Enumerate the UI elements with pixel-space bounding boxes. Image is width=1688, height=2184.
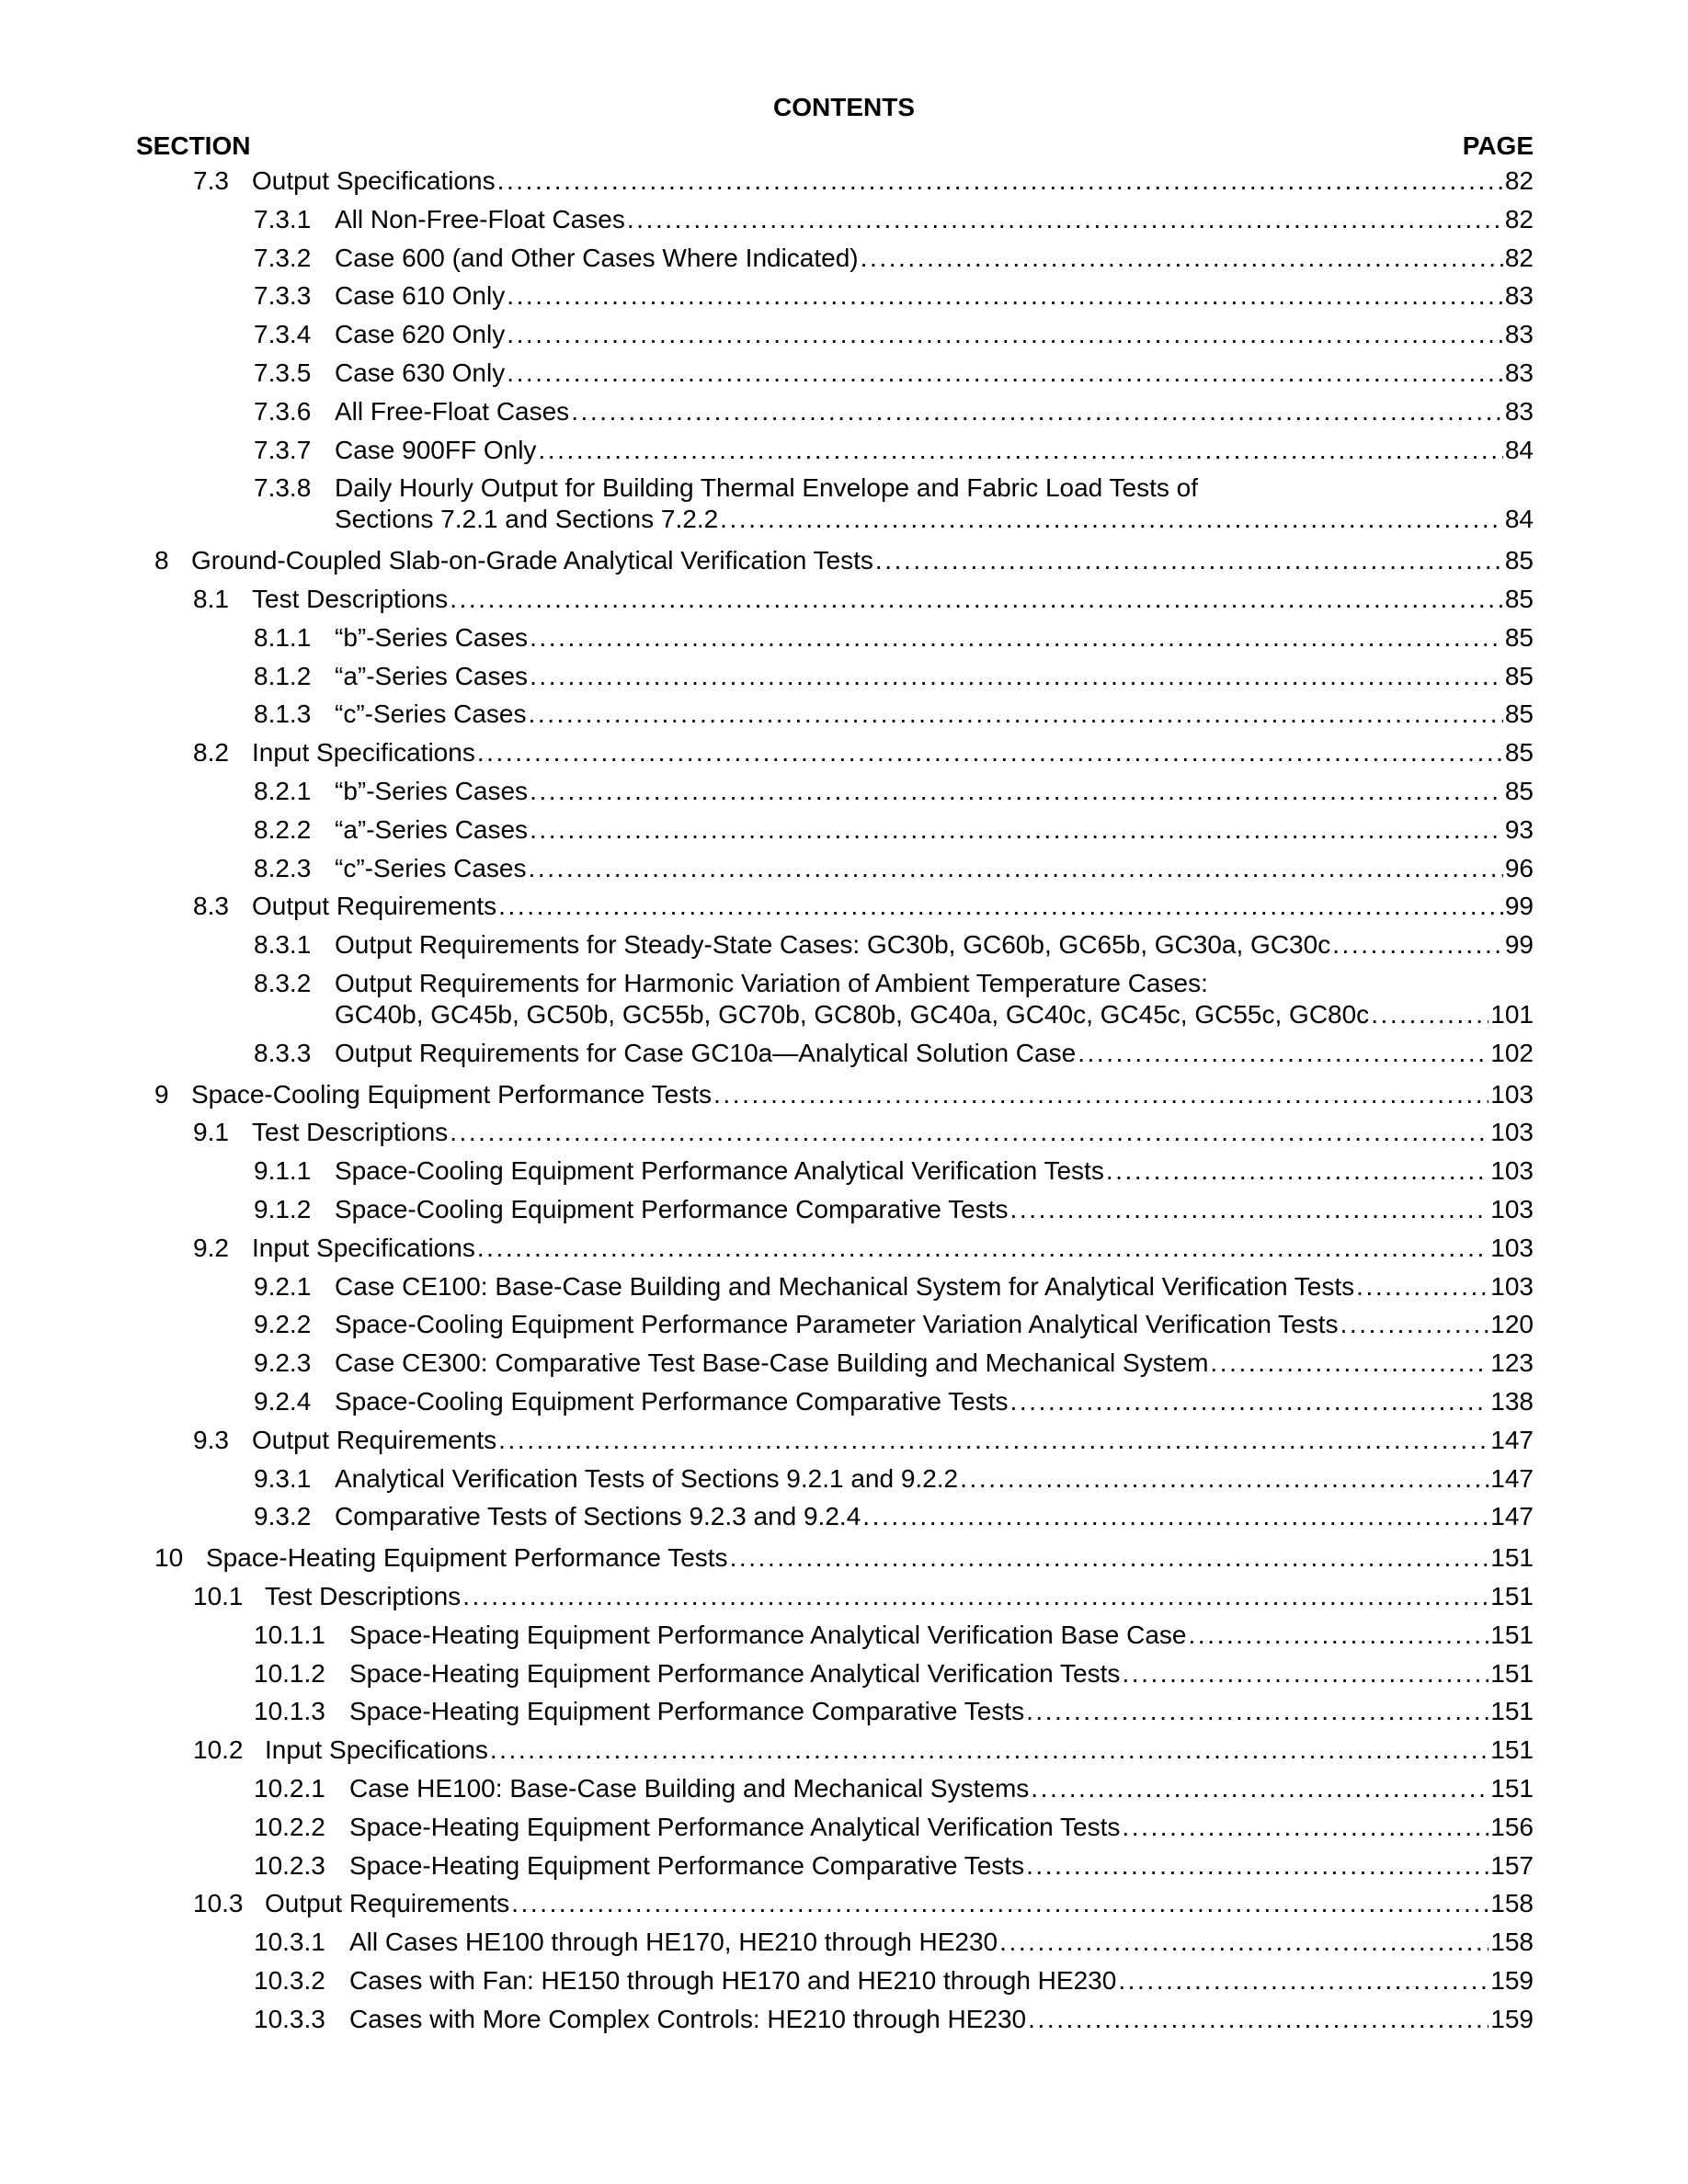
- toc-entry-title: Output Requirements: [265, 1889, 510, 1918]
- toc-entry-page: 158: [1490, 1889, 1534, 1918]
- toc-entry-page: 151: [1490, 1620, 1534, 1649]
- toc-entry-page: 82: [1504, 166, 1534, 195]
- toc-entry-page: 123: [1490, 1348, 1534, 1378]
- page-title: CONTENTS: [773, 93, 915, 121]
- toc-entry-title: Output Requirements for Case GC10a—Analytical Solution Case: [335, 1038, 1077, 1067]
- dot-leader: [498, 1425, 1488, 1456]
- dot-leader: [861, 243, 1503, 274]
- toc-entry-title: Case 600 (and Other Cases Where Indicated): [335, 243, 859, 272]
- toc-entry-page: 82: [1504, 204, 1534, 233]
- toc-entry-title: Space-Cooling Equipment Performance Parameter Variation Analytical Verification Tests: [335, 1310, 1339, 1339]
- toc-entry-page: 156: [1490, 1812, 1534, 1841]
- dot-leader: [450, 1117, 1488, 1148]
- toc-entry-number: 10.3.2: [254, 1966, 325, 1995]
- toc-entry[interactable]: [193, 1735, 1534, 1766]
- toc-entry-page: 103: [1490, 1079, 1534, 1109]
- toc-entry-number: 7.3.4: [254, 320, 312, 349]
- toc-entry[interactable]: [254, 435, 1534, 466]
- toc-entry[interactable]: [254, 699, 1534, 730]
- dot-leader: [571, 396, 1503, 427]
- dot-leader: [960, 1463, 1488, 1495]
- toc-entry-number: 9.1.1: [254, 1156, 312, 1186]
- toc-entry-title: “a”-Series Cases: [335, 661, 529, 690]
- toc-entry[interactable]: [254, 1927, 1534, 1958]
- toc-entry-number: 8.3.1: [254, 930, 312, 960]
- toc-entry-number: 10.2.3: [254, 1850, 325, 1880]
- toc-entry-number: 8.2.2: [254, 814, 312, 844]
- toc-entry-number: 9.3.2: [254, 1502, 312, 1531]
- toc-entry[interactable]: [254, 1812, 1534, 1843]
- dot-leader: [497, 165, 1503, 197]
- toc-entry-page: 83: [1504, 396, 1534, 426]
- dot-leader: [1026, 1850, 1488, 1882]
- toc-entry[interactable]: [193, 1233, 1534, 1264]
- toc-entry[interactable]: [254, 1463, 1534, 1495]
- toc-entry-title: Analytical Verification Tests of Sections 9.2.1 and 9.2.2: [335, 1463, 959, 1493]
- toc-entry-page: 159: [1490, 2004, 1534, 2033]
- toc-entry-number: 9.2.2: [254, 1310, 312, 1339]
- toc-entry-page: 151: [1490, 1658, 1534, 1688]
- dot-leader: [875, 545, 1503, 576]
- toc-entry-number: 10.2.1: [254, 1774, 325, 1803]
- toc-entry[interactable]: [254, 1348, 1534, 1379]
- toc-entry-title: Space-Heating Equipment Performance Comparative Tests: [349, 1850, 1025, 1880]
- toc-entry-page: 102: [1490, 1038, 1534, 1067]
- dot-leader: [528, 699, 1502, 730]
- toc-entry[interactable]: [193, 891, 1534, 922]
- toc-entry-title: Case CE100: Base-Case Building and Mechanical System for Analytical Verification Tests: [335, 1271, 1355, 1301]
- toc-entry-number: 7.3: [193, 166, 229, 195]
- toc-entry-page: 83: [1504, 320, 1534, 349]
- toc-entry-title: Space-Heating Equipment Performance Tests: [206, 1543, 728, 1573]
- toc-entry-page: 120: [1490, 1310, 1534, 1339]
- dot-leader: [1028, 2004, 1488, 2035]
- toc-entry-number: 8.1.1: [254, 622, 312, 652]
- toc-entry-page: 103: [1490, 1233, 1534, 1262]
- toc-entry-number: 9: [154, 1079, 169, 1109]
- dot-leader: [720, 504, 1503, 535]
- toc-entry-number: 8: [154, 546, 169, 575]
- toc-entry-number: 7.3.1: [254, 204, 312, 233]
- dot-leader: [1210, 1348, 1488, 1379]
- toc-entry-page: 83: [1504, 358, 1534, 387]
- dot-leader: [507, 280, 1503, 312]
- toc-entry[interactable]: [254, 358, 1534, 389]
- toc-entry-number: 9.2: [193, 1233, 229, 1262]
- toc-entry[interactable]: [254, 1501, 1534, 1532]
- dot-leader: [528, 853, 1502, 884]
- toc-entry-number: 10.3: [193, 1889, 244, 1918]
- toc-entry[interactable]: [254, 1309, 1534, 1340]
- toc-entry[interactable]: [254, 968, 1534, 1030]
- dot-leader: [1371, 999, 1488, 1030]
- toc-entry[interactable]: [193, 1117, 1534, 1148]
- toc-entry-title: All Free-Float Cases: [335, 396, 570, 426]
- toc-entry[interactable]: [193, 1581, 1534, 1612]
- toc-entry-page: 159: [1490, 1966, 1534, 1995]
- toc-entry-title: Space-Heating Equipment Performance Analytical Verification Tests: [349, 1812, 1121, 1841]
- toc-entry-page: 151: [1490, 1774, 1534, 1803]
- dot-leader: [999, 1927, 1488, 1958]
- toc-entry-page: 85: [1504, 622, 1534, 652]
- toc-entry-number: 8.2: [193, 738, 229, 768]
- toc-entry[interactable]: [254, 622, 1534, 654]
- toc-entry-number: 8.2.3: [254, 853, 312, 882]
- toc-entry-page: 147: [1490, 1425, 1534, 1454]
- toc-entry-page: 103: [1490, 1195, 1534, 1223]
- toc-entry-number: 10.1.1: [254, 1620, 325, 1649]
- toc-entry[interactable]: [254, 814, 1534, 846]
- toc-entry-number: 7.3.8: [254, 473, 312, 503]
- toc-entry[interactable]: [193, 1425, 1534, 1456]
- toc-entry-page: 85: [1504, 585, 1534, 613]
- toc-entry-title: Input Specifications: [252, 738, 475, 768]
- toc-entry[interactable]: [254, 1155, 1534, 1187]
- toc-entry[interactable]: [254, 1965, 1534, 1996]
- toc-entry-page: 99: [1504, 892, 1534, 921]
- toc-entry-page: 103: [1490, 1118, 1534, 1147]
- dot-leader: [538, 435, 1502, 466]
- toc-entry-title: All Cases HE100 through HE170, HE210 through HE230: [349, 1928, 998, 1957]
- toc-entry-number: 9.2.1: [254, 1271, 312, 1301]
- toc-entry[interactable]: [254, 776, 1534, 807]
- toc-entry-page: 85: [1504, 700, 1534, 729]
- toc-entry[interactable]: [193, 737, 1534, 768]
- dot-leader: [1189, 1620, 1489, 1651]
- toc-entry[interactable]: [193, 165, 1534, 197]
- toc-entry-page: 151: [1490, 1582, 1534, 1610]
- toc-entry-number: 9.1: [193, 1118, 229, 1147]
- toc-entry-title: “b”-Series Cases: [335, 777, 529, 805]
- toc-entry-number: 8.3: [193, 892, 229, 921]
- toc-entry-page: 99: [1504, 930, 1534, 960]
- dot-leader: [477, 1233, 1488, 1264]
- toc-entry-page: 101: [1490, 1000, 1534, 1029]
- dot-leader: [1332, 929, 1503, 961]
- toc-entry-number: 8.1: [193, 585, 229, 613]
- toc-entry-page: 157: [1490, 1850, 1534, 1880]
- toc-entry-number: 9.2.3: [254, 1348, 312, 1378]
- dot-leader: [1106, 1155, 1488, 1187]
- toc-entry[interactable]: [254, 472, 1534, 535]
- toc-entry-title: Output Requirements: [252, 892, 497, 921]
- dot-leader: [507, 319, 1503, 350]
- toc-entry-title: Input Specifications: [265, 1735, 488, 1765]
- dot-leader: [1010, 1386, 1489, 1417]
- toc-entry-page: 85: [1504, 546, 1534, 575]
- toc-entry-number: 8.3.3: [254, 1038, 312, 1067]
- toc-entry-title: Input Specifications: [252, 1233, 475, 1262]
- toc-entry-number: 8.1.2: [254, 661, 312, 690]
- dot-leader: [1122, 1658, 1488, 1689]
- toc-entry-number: 7.3.6: [254, 396, 312, 426]
- toc-entry-number: 8.3.2: [254, 969, 312, 997]
- toc-entry[interactable]: [254, 1194, 1534, 1225]
- toc-entry-title: Case HE100: Base-Case Building and Mechanical Systems: [349, 1774, 1030, 1803]
- toc-entry-page: 96: [1504, 853, 1534, 882]
- toc-entry-number: 7.3.7: [254, 435, 312, 464]
- toc-entry-title: Daily Hourly Output for Building Thermal Envelope and Fabric Load Tests of: [335, 473, 1199, 503]
- toc-entry-page: 85: [1504, 661, 1534, 690]
- toc-entry[interactable]: [254, 1696, 1534, 1727]
- toc-entry[interactable]: [254, 1271, 1534, 1302]
- toc-entry-page: 85: [1504, 777, 1534, 805]
- toc-entry[interactable]: [254, 929, 1534, 961]
- toc-entry-page: 151: [1490, 1697, 1534, 1726]
- dot-leader: [627, 204, 1503, 235]
- dot-leader: [713, 1079, 1488, 1110]
- dot-leader: [1026, 1696, 1488, 1727]
- dot-leader: [450, 584, 1503, 615]
- toc-entry[interactable]: [254, 319, 1534, 350]
- toc-entry-title: “c”-Series Cases: [335, 700, 527, 729]
- dot-leader: [498, 891, 1503, 922]
- toc-entry-number: 8.1.3: [254, 700, 312, 729]
- dot-leader: [1122, 1812, 1488, 1843]
- toc-entry-page: 84: [1504, 435, 1534, 464]
- toc-entry-page: 151: [1490, 1543, 1534, 1573]
- toc-entry-title: “a”-Series Cases: [335, 814, 529, 844]
- toc-entry-title: Cases with Fan: HE150 through HE170 and HE210 through HE230: [349, 1966, 1117, 1995]
- toc-entry-number: 7.3.3: [254, 281, 312, 311]
- toc-entry-number: 10.1.3: [254, 1697, 325, 1726]
- toc-entry-title: Space-Heating Equipment Performance Analytical Verification Base Case: [349, 1620, 1187, 1649]
- dot-leader: [730, 1542, 1489, 1574]
- toc-entry-page: 147: [1490, 1502, 1534, 1531]
- toc-entry-title-continuation: Sections 7.2.1 and Sections 7.2.2: [335, 505, 719, 534]
- toc-entry-title: Space-Cooling Equipment Performance Comparative Tests: [335, 1387, 1009, 1416]
- toc-entry-page: 138: [1490, 1387, 1534, 1416]
- toc-entry-page: 85: [1504, 738, 1534, 768]
- toc-entry-page: 84: [1504, 505, 1534, 534]
- dot-leader: [1356, 1271, 1488, 1302]
- toc-entry-page: 103: [1490, 1271, 1534, 1301]
- toc-entry-title: Output Requirements: [252, 1425, 497, 1454]
- toc-entry[interactable]: [154, 1542, 1534, 1574]
- toc-entry-number: 10.1.2: [254, 1658, 325, 1688]
- toc-entry[interactable]: [254, 280, 1534, 312]
- dot-leader: [477, 737, 1503, 768]
- toc-entry-title: Output Requirements for Harmonic Variation of Ambient Temperature Cases:: [335, 969, 1208, 997]
- dot-leader: [1340, 1309, 1489, 1340]
- toc-entry-number: 10: [154, 1543, 184, 1573]
- toc-entry-title: Space-Cooling Equipment Performance Comparative Tests: [335, 1195, 1009, 1223]
- toc-entry-title-continuation: GC40b, GC45b, GC50b, GC55b, GC70b, GC80b, GC40a, GC40c, GC45c, GC55c, GC80c: [335, 1000, 1370, 1029]
- toc-entry-page: 151: [1490, 1735, 1534, 1765]
- toc-entry[interactable]: [193, 1888, 1534, 1919]
- toc-entry-title: Space-Heating Equipment Performance Comparative Tests: [349, 1697, 1025, 1726]
- toc-entry[interactable]: [254, 1386, 1534, 1417]
- dot-leader: [530, 776, 1503, 807]
- toc-entry-number: 10.3.1: [254, 1928, 325, 1957]
- dot-leader: [862, 1501, 1488, 1532]
- toc-entry-title: “c”-Series Cases: [335, 853, 527, 882]
- page-column-header: PAGE: [1462, 131, 1534, 160]
- toc-entry-title: Ground-Coupled Slab-on-Grade Analytical Verification Tests: [191, 546, 873, 575]
- dot-leader: [490, 1735, 1488, 1766]
- toc-entry-number: 10.2: [193, 1735, 244, 1765]
- toc-entry-page: 103: [1490, 1156, 1534, 1186]
- toc-entry-page: 93: [1504, 814, 1534, 844]
- section-column-header: SECTION: [136, 131, 251, 160]
- toc-entry-page: 83: [1504, 281, 1534, 311]
- toc-entry-page: 158: [1490, 1928, 1534, 1957]
- toc-entry[interactable]: [254, 204, 1534, 235]
- toc-entry[interactable]: [154, 1079, 1534, 1110]
- toc-entry[interactable]: [254, 2004, 1534, 2035]
- toc-entry-title: Space-Cooling Equipment Performance Tests: [191, 1079, 713, 1109]
- toc-entry-title: Test Descriptions: [252, 585, 449, 613]
- toc-entry-title: Output Specifications: [252, 166, 496, 195]
- toc-entry-title: Case 630 Only: [335, 358, 506, 387]
- toc-entry-number: 9.3.1: [254, 1463, 312, 1493]
- toc-entry-number: 10.1: [193, 1582, 244, 1610]
- toc-entry-title: Case 900FF Only: [335, 435, 537, 464]
- toc-entry-title: Space-Cooling Equipment Performance Analytical Verification Tests: [335, 1156, 1104, 1186]
- dot-leader: [507, 358, 1503, 389]
- toc-entry[interactable]: [254, 243, 1534, 274]
- toc-entry-title: Space-Heating Equipment Performance Analytical Verification Tests: [349, 1658, 1121, 1688]
- toc-entry[interactable]: [254, 661, 1534, 692]
- toc-entry-number: 9.1.2: [254, 1195, 312, 1223]
- toc-entry[interactable]: [254, 1038, 1534, 1069]
- toc-entry-page: 147: [1490, 1463, 1534, 1493]
- dot-leader: [530, 622, 1503, 654]
- dot-leader: [1078, 1038, 1488, 1069]
- toc-entry-number: 10.2.2: [254, 1812, 325, 1841]
- toc-entry-title: Test Descriptions: [265, 1582, 462, 1610]
- dot-leader: [1118, 1965, 1488, 1996]
- toc-entry[interactable]: [154, 545, 1534, 576]
- toc-entry-number: 10.3.3: [254, 2004, 325, 2033]
- toc-entry-number: 8.2.1: [254, 777, 312, 805]
- toc-entry-title: Comparative Tests of Sections 9.2.3 and 9.2.4: [335, 1502, 861, 1531]
- dot-leader: [530, 661, 1503, 692]
- toc-entry[interactable]: [254, 1658, 1534, 1689]
- dot-leader: [1031, 1773, 1488, 1804]
- dot-leader: [511, 1888, 1488, 1919]
- toc-entry-number: 7.3.5: [254, 358, 312, 387]
- toc-entry-number: 9.3: [193, 1425, 229, 1454]
- toc-entry-title: Case 610 Only: [335, 281, 506, 311]
- toc-entry[interactable]: [193, 584, 1534, 615]
- toc-entry[interactable]: [254, 396, 1534, 427]
- toc-entry-number: 7.3.2: [254, 243, 312, 272]
- toc-entry[interactable]: [254, 1850, 1534, 1882]
- dot-leader: [1010, 1194, 1489, 1225]
- toc-entry[interactable]: [254, 1620, 1534, 1651]
- toc-entry-title: Case CE300: Comparative Test Base-Case Building and Mechanical System: [335, 1348, 1209, 1378]
- toc-entry-title: Test Descriptions: [252, 1118, 449, 1147]
- toc-entry[interactable]: [254, 1773, 1534, 1804]
- toc-entry-title: “b”-Series Cases: [335, 622, 529, 652]
- toc-entry-title: All Non-Free-Float Cases: [335, 204, 625, 233]
- toc-entry-page: 82: [1504, 243, 1534, 272]
- toc-entry-title: Cases with More Complex Controls: HE210 through HE230: [349, 2004, 1027, 2033]
- dot-leader: [462, 1581, 1488, 1612]
- toc-entry-title: Case 620 Only: [335, 320, 506, 349]
- dot-leader: [530, 814, 1503, 846]
- toc-entry-number: 9.2.4: [254, 1387, 312, 1416]
- toc-entry-title: Output Requirements for Steady-State Cases: GC30b, GC60b, GC65b, GC30a, GC30c: [335, 930, 1331, 960]
- toc-entry[interactable]: [254, 853, 1534, 884]
